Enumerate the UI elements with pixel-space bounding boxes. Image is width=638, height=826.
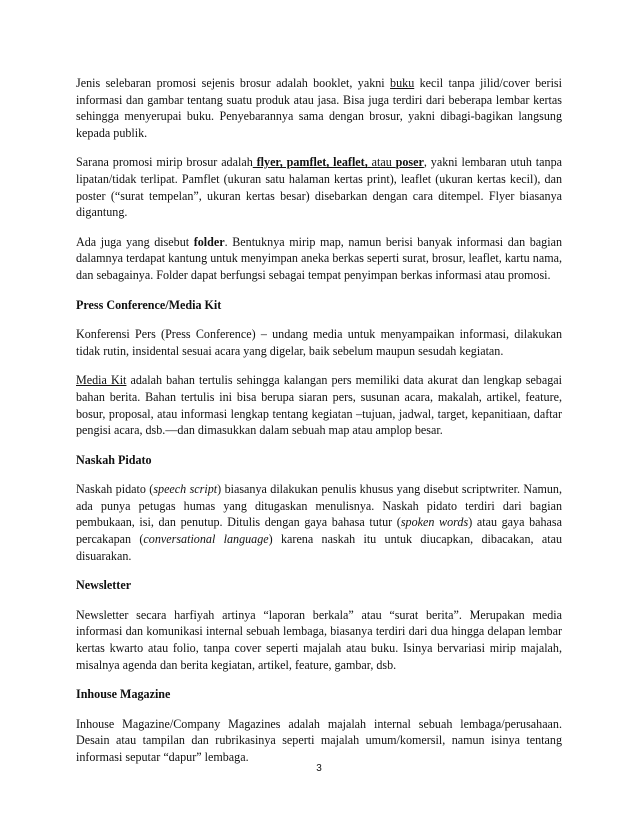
paragraph-naskah-pidato <box>76 481 562 564</box>
bold-terms-flyer-pamflet-leaflet: flyer, pamflet, leaflet, <box>252 155 368 170</box>
paragraph-media-kit <box>76 372 562 438</box>
heading-newsletter: Newsletter <box>76 578 132 593</box>
paragraph-konferensi-pers: Konferensi Pers (Press Conference) – undang media untuk menyampaikan informasi, dilakukan tidak rutin, insidental sesuai acara yang digelar, baik sebelum maupun sesudah kegiatan. <box>76 327 562 358</box>
text-run: ) biasanya dilakukan penulis khusus yang disebut scriptwriter. Namun, ada punya petugas humas yang ditugaskan menulisnya. Naskah pidato terdiri dari bagian pembukaan, isi, dan penutup. Ditulis dengan gaya bahasa tutur ( <box>76 482 562 530</box>
paragraph-booklet <box>76 75 562 141</box>
paragraph-flyer <box>76 154 562 220</box>
bold-term-poser: poser <box>395 155 424 170</box>
underlined-term-media-kit: Media Kit <box>76 373 127 388</box>
paragraph-newsletter: Newsletter secara harfiyah artinya “laporan berkala” atau “surat berita”. Merupakan media informasi dan komunikasi internal sebuah lembaga, biasanya terdiri dari dua hingga delapan lembar kertas kwarto atau folio, tanpa cover seperti majalah atau buku. Isinya bervariasi mirip majalah, misalnya agenda dan berita kegiatan, artikel, feature, gambar, dsb. <box>76 607 562 672</box>
bold-term-folder: folder <box>193 234 225 249</box>
text-run: , yakni lembaran utuh tanpa lipatan/tidak terlipat. Pamflet (ukuran satu halaman kertas print), leaflet (ukuran kertas kecil), dan poster (“surat tempelan”, ukuran kertas besar) disebarkan dengan cara ditempel. Flyer biasanya digantung. <box>76 155 562 220</box>
text-run: Sarana promosi mirip brosur adalah <box>76 155 253 170</box>
text-run: ) atau gaya bahasa percakapan ( <box>76 515 562 547</box>
italic-term: conversational language <box>143 532 269 547</box>
text-run: . Bentuknya mirip map, namun berisi banyak informasi dan bagian dalamnya terdapat kantung untuk menyimpan aneka berkas seperti surat, brosur, leaflet, kartu nama, dan sebagainya. Folder dapat berfungsi sebagai tempat penyimpan berkas informasi atau promosi. <box>76 234 562 282</box>
text-run: Jenis selebaran promosi sejenis brosur adalah booklet, yakni <box>76 76 391 90</box>
text-run: adalah bahan tertulis sehingga kalangan pers memiliki data akurat dan lengkap sebagai bahan berita. Bahan tertulis ini bisa berupa siaran pers, susunan acara, makalah, artikel, feature, bosur, proposal, atau informasi lengkap tentang kegiatan –tujuan, jadwal, target, kepanitiaan, daftar pengisi acara, dsb.—dan dimasukkan dalam sebuah map atau amplop besar. <box>76 373 562 438</box>
paragraph-inhouse-magazine: Inhouse Magazine/Company Magazines adalah majalah internal sebuah lembaga/perusahaan. Desain atau tampilan dan rubrikasinya seperti majalah umum/komersil, namun isinya tentang informasi seputar “dapur” lembaga. <box>76 716 562 764</box>
text-run: Ada juga yang disebut <box>76 234 194 249</box>
italic-term: spoken words <box>400 515 469 530</box>
heading-inhouse-magazine: Inhouse Magazine <box>76 687 171 702</box>
page-number: 3 <box>316 763 322 774</box>
text-run: ) karena naskah itu untuk diucapkan, dibacakan, atau disuarakan. <box>76 532 562 563</box>
paragraph-folder <box>76 234 562 284</box>
heading-press-conference: Press Conference/Media Kit <box>76 297 222 312</box>
text-run: kecil tanpa jilid/cover berisi informasi dan gambar tentang suatu produk atau jasa. Bisa juga terdiri dari beberapa lembar kertas sehingga menyerupai buku. Penyebarannya sama dengan brosur, yakni dibagi-bagikan langsung kepada publik. <box>76 76 563 140</box>
heading-naskah-pidato: Naskah Pidato <box>76 452 152 467</box>
underlined-word-atau: atau <box>367 155 396 170</box>
underlined-word-buku: buku <box>390 76 415 90</box>
italic-term: speech script <box>153 482 218 497</box>
text-run: Naskah pidato ( <box>76 482 154 497</box>
